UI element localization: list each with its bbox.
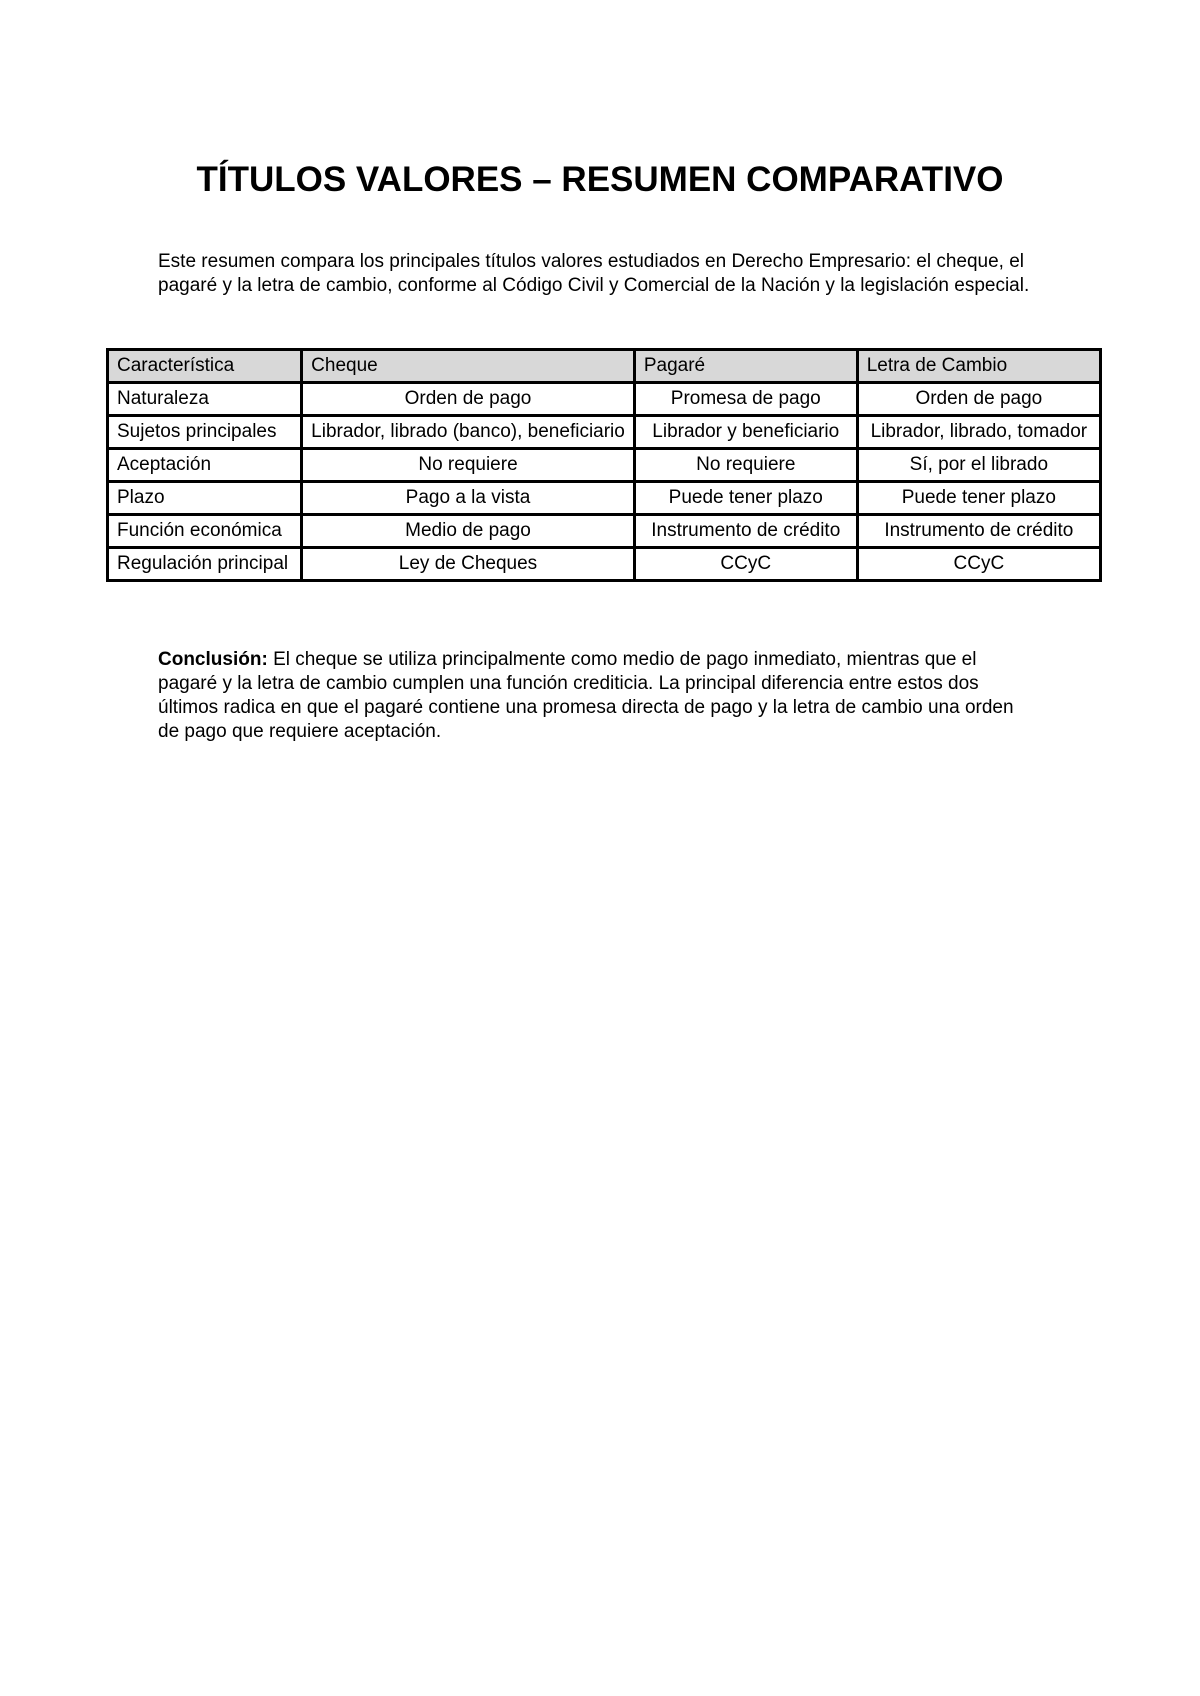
table-row bbox=[108, 449, 1101, 482]
row-label: Naturaleza bbox=[108, 383, 302, 416]
table-row bbox=[108, 515, 1101, 548]
table-row bbox=[108, 383, 1101, 416]
conclusion-label: Conclusión: bbox=[158, 649, 268, 670]
cell-cheque: No requiere bbox=[302, 449, 635, 482]
cell-letra: Instrumento de crédito bbox=[857, 515, 1100, 548]
page-title: TÍTULOS VALORES – RESUMEN COMPARATIVO bbox=[196, 160, 1004, 199]
cell-pagare: Librador y beneficiario bbox=[634, 416, 857, 449]
row-label: Plazo bbox=[108, 482, 302, 515]
header-letra-de-cambio: Letra de Cambio bbox=[857, 350, 1100, 383]
cell-letra: Sí, por el librado bbox=[857, 449, 1100, 482]
cell-pagare: No requiere bbox=[634, 449, 857, 482]
header-pagare: Pagaré bbox=[634, 350, 857, 383]
table-row bbox=[108, 482, 1101, 515]
cell-pagare: CCyC bbox=[634, 548, 857, 581]
cell-pagare: Instrumento de crédito bbox=[634, 515, 857, 548]
cell-cheque: Medio de pago bbox=[302, 515, 635, 548]
cell-letra: Orden de pago bbox=[857, 383, 1100, 416]
intro-paragraph: Este resumen compara los principales títulos valores estudiados en Derecho Empresario: el cheque, el pagaré y la letra de cambio, conforme al Código Civil y Comercial de la Nación y la legislación especial. bbox=[158, 251, 1030, 296]
cell-letra: CCyC bbox=[857, 548, 1100, 581]
row-label: Regulación principal bbox=[108, 548, 302, 581]
cell-cheque: Orden de pago bbox=[302, 383, 635, 416]
table-row bbox=[108, 416, 1101, 449]
cell-cheque: Librador, librado (banco), beneficiario bbox=[302, 416, 635, 449]
row-label: Aceptación bbox=[108, 449, 302, 482]
cell-cheque: Pago a la vista bbox=[302, 482, 635, 515]
comparison-table bbox=[106, 348, 1102, 582]
row-label: Sujetos principales bbox=[108, 416, 302, 449]
header-caracteristica: Característica bbox=[108, 350, 302, 383]
cell-letra: Librador, librado, tomador bbox=[857, 416, 1100, 449]
cell-pagare: Puede tener plazo bbox=[634, 482, 857, 515]
cell-cheque: Ley de Cheques bbox=[302, 548, 635, 581]
header-cheque: Cheque bbox=[302, 350, 635, 383]
cell-pagare: Promesa de pago bbox=[634, 383, 857, 416]
table-header-row bbox=[108, 350, 1101, 383]
row-label: Función económica bbox=[108, 515, 302, 548]
table-row bbox=[108, 548, 1101, 581]
conclusion-text: El cheque se utiliza principalmente como medio de pago inmediato, mientras que el pagaré y la letra de cambio cumplen una función crediticia. La principal diferencia entre estos dos últimos radica en que el pagaré contiene una promesa directa de pago y la letra de cambio una orden de pago que requiere aceptación. bbox=[158, 649, 1014, 742]
cell-letra: Puede tener plazo bbox=[857, 482, 1100, 515]
conclusion-paragraph bbox=[158, 648, 1038, 744]
